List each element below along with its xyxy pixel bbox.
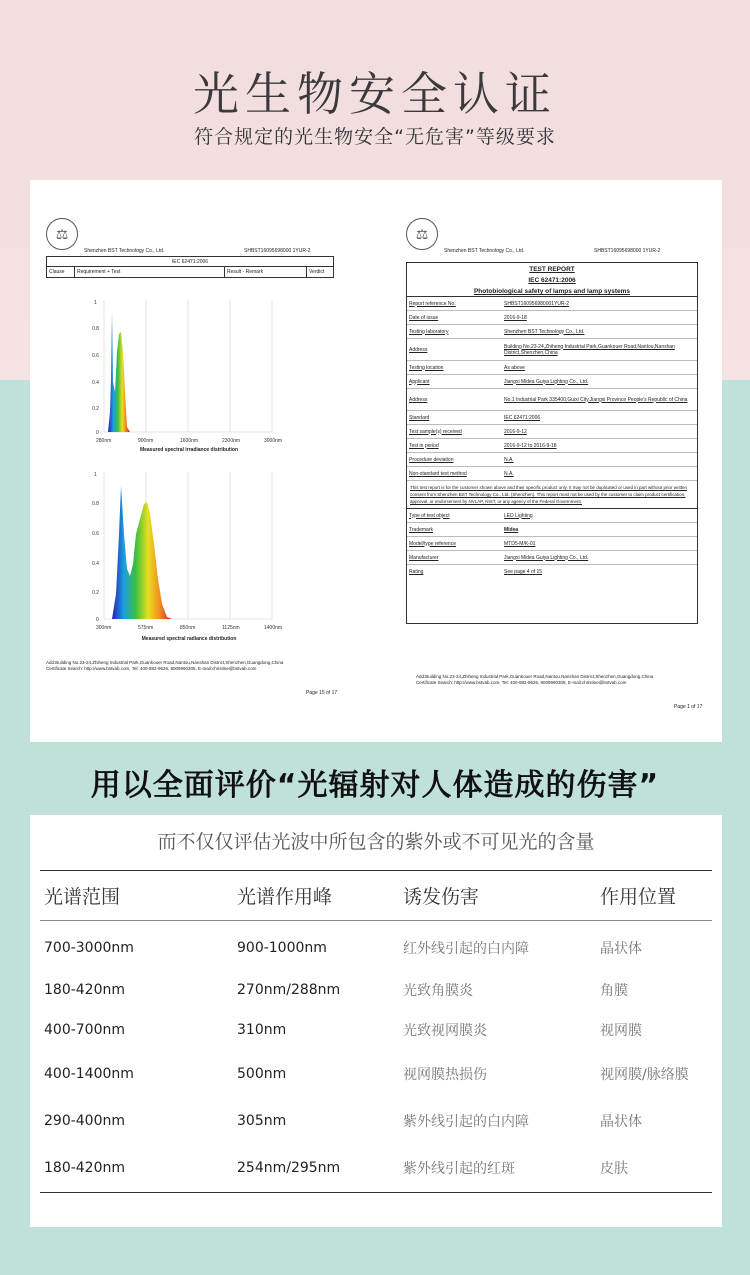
report-notice: This test report is for the customer shown above and their specific product only. It may not be duplicated or used in part without prior written consent from Shenzhen BST Technology Co., Ltd. (Shenzhen). This report must not be used by the customer to claim product certification, approval, or endorsement by NVLAP, NIST, or any agency of the Federal Government. <box>407 481 697 509</box>
column-clause: Clause <box>47 267 75 278</box>
y-tick: 0.2 <box>92 590 99 596</box>
report-standard: IEC 62471:2006 <box>528 277 576 284</box>
table-row <box>40 925 712 970</box>
cell-range: 400-1400nm <box>44 1066 134 1082</box>
lab-address: Add:Building No.23-24,Zhiheng Industrial Park,Guankouer Road,Nantou,Nanshan District,Shenzhen,Guangdong,China <box>46 660 284 665</box>
cell-damage: 光致角膜炎 <box>403 983 473 999</box>
chart1-caption: Measured spectral irradiance distribution <box>139 447 239 452</box>
report-row: Date of issue 2016-9-18 <box>407 311 697 325</box>
cell-location: 角膜 <box>600 983 628 999</box>
cell-damage: 紫外线引起的红斑 <box>403 1161 515 1177</box>
table-row <box>40 1050 712 1098</box>
cell-damage: 视网膜热损伤 <box>403 1067 487 1083</box>
cell-range: 180-420nm <box>44 1160 126 1176</box>
x-tick: 900nm <box>138 438 154 444</box>
y-tick: 0.2 <box>92 406 99 412</box>
page-title: 光生物安全认证 <box>193 67 557 121</box>
bst-logo-icon: ⚖ <box>46 218 78 250</box>
chart2-caption: Measured spectral radiance distribution <box>141 636 237 642</box>
y-tick: 0.8 <box>92 501 99 507</box>
x-tick: 3000nm <box>264 438 283 444</box>
report-row: Report reference No. SHBST160956980001YUR-2 <box>407 297 697 311</box>
spectrum-damage-table <box>40 870 712 1193</box>
cell-range: 290-400nm <box>44 1113 126 1129</box>
x-tick: 300nm <box>96 625 112 631</box>
report-row: Trademark Midea <box>407 523 697 537</box>
certificate-right-page <box>404 214 704 724</box>
report-row: Test sample(s) received 2016-9-12 <box>407 425 697 439</box>
table-row <box>40 1144 712 1192</box>
x-tick: 575nm <box>138 625 154 631</box>
report-row: Manufacturer Jiangxi Midea Guiya Lighting Co., Ltd. <box>407 551 697 565</box>
section-title: 用以全面评价“光辐射对人体造成的伤害” <box>90 768 660 803</box>
cell-location: 晶状体 <box>600 1114 642 1130</box>
report-row: Procedure deviation N.A. <box>407 453 697 467</box>
report-row: Standard IEC 62471:2006 <box>407 411 697 425</box>
page-subtitle: 符合规定的光生物安全“无危害”等级要求 <box>194 126 556 148</box>
y-tick: 0 <box>96 617 99 623</box>
report-row: Non-standard test method N.A. <box>407 467 697 481</box>
y-tick: 1 <box>94 300 97 306</box>
cell-peak: 900-1000nm <box>237 939 327 956</box>
cell-range: 180-420nm <box>44 982 126 998</box>
cell-range: 700-3000nm <box>44 939 134 956</box>
table-row <box>40 1010 712 1050</box>
certificate-card <box>30 180 722 742</box>
cell-damage: 光致视网膜炎 <box>403 1023 487 1039</box>
page-number: Page 15 of 17 <box>306 690 338 696</box>
report-row: Testing laboratory Shenzhen BST Technology Co., Ltd. <box>407 325 697 339</box>
report-number: SHBST16095698000 1YUR-2 <box>244 248 311 254</box>
header-spectrum-range: 光谱范围 <box>44 886 121 908</box>
company-name: Shenzhen BST Technology Co., Ltd. <box>84 248 165 254</box>
y-tick: 0.4 <box>92 561 99 567</box>
x-tick: 850nm <box>180 625 196 631</box>
cell-peak: 254nm/295nm <box>237 1160 341 1176</box>
x-tick: 280nm <box>96 438 112 444</box>
lab-address: Add:Building No.23-24,Zhiheng Industrial Park,Guankouer Road,Nantou,Nanshan District,Shenzhen,Guangdong,China <box>416 674 654 679</box>
header-damage: 诱发伤害 <box>403 886 480 908</box>
report-title: TEST REPORT <box>529 266 575 273</box>
cert-search: Certificate Search: http://www.bstvab.com, Tel: 400-882-9626, 8009990305, E-mail:christine@bstvab.com <box>46 666 257 671</box>
x-tick: 1400nm <box>264 625 283 631</box>
report-row: Model/type reference MTD5-M/K-01 <box>407 537 697 551</box>
y-tick: 0 <box>96 430 99 436</box>
report-row: Applicant Jiangxi Midea Guiya Lighting Co., Ltd. <box>407 375 697 389</box>
spectral-radiance-chart <box>84 464 294 644</box>
cell-peak: 305nm <box>237 1113 287 1129</box>
bst-logo-icon: ⚖ <box>406 218 438 250</box>
report-row: Type of test object LED Lighting <box>407 509 697 523</box>
column-result: Result - Remark <box>225 267 307 278</box>
x-tick: 2300nm <box>222 438 241 444</box>
table-row <box>40 970 712 1010</box>
y-tick: 0.6 <box>92 531 99 537</box>
cell-range: 400-700nm <box>44 1022 126 1038</box>
y-tick: 0.4 <box>92 380 99 386</box>
cell-peak: 500nm <box>237 1066 287 1082</box>
cell-damage: 紫外线引起的白内障 <box>403 1114 529 1130</box>
company-name: Shenzhen BST Technology Co., Ltd. <box>444 248 525 254</box>
cell-location: 视网膜/脉络膜 <box>600 1067 689 1083</box>
certificate-left-page <box>44 214 344 714</box>
clause-table-header <box>46 256 334 278</box>
section-note: 而不仅仅评估光波中所包含的紫外或不可见光的含量 <box>157 831 595 853</box>
cell-peak: 270nm/288nm <box>237 982 341 998</box>
header-peak: 光谱作用峰 <box>237 886 333 908</box>
cert-search: Certificate Search: http://www.bstvab.com, Tel: 400-882-9626, 8009990305, E-mail:christine@bstvab.com <box>416 680 627 685</box>
report-row: Testing location As above <box>407 361 697 375</box>
report-row: Rating See page 4 of 15 <box>409 569 543 575</box>
y-tick: 0.6 <box>92 353 99 359</box>
column-requirement: Requirement + Test <box>75 267 225 278</box>
report-row: Test in period 2016-9-12 to 2016-9-18 <box>407 439 697 453</box>
report-row: Address Building No.23-24,Zhiheng Industrial Park,Guankouer Road,Nantou,Nanshan District,Shenzhen,China <box>407 339 697 361</box>
cell-damage: 红外线引起的白内障 <box>403 940 529 957</box>
standard-label: IEC 62471:2006 <box>47 257 333 267</box>
spectral-irradiance-chart <box>84 292 294 452</box>
report-row: Address No.1 Industrial Park 335400,Guixi City,Jiangxi Province People's Republic of China <box>407 389 697 411</box>
cell-location: 视网膜 <box>600 1023 642 1039</box>
page-number: Page 1 of 17 <box>674 704 703 710</box>
cell-location: 皮肤 <box>600 1161 628 1177</box>
x-tick: 1125nm <box>222 625 240 631</box>
y-tick: 0.8 <box>92 326 99 332</box>
header-location: 作用位置 <box>600 886 677 908</box>
cell-peak: 310nm <box>237 1022 287 1038</box>
report-scope: Photobiological safety of lamps and lamp systems <box>407 288 697 297</box>
cell-location: 晶状体 <box>600 940 642 957</box>
report-number: SHBST16095698000 1YUR-2 <box>594 248 661 254</box>
table-header <box>40 871 712 921</box>
y-tick: 1 <box>94 472 97 478</box>
test-report-box <box>406 262 698 624</box>
table-row <box>40 1098 712 1144</box>
x-tick: 1600nm <box>180 438 199 444</box>
damage-table-card <box>30 815 722 1227</box>
column-verdict: Verdict <box>309 269 325 275</box>
